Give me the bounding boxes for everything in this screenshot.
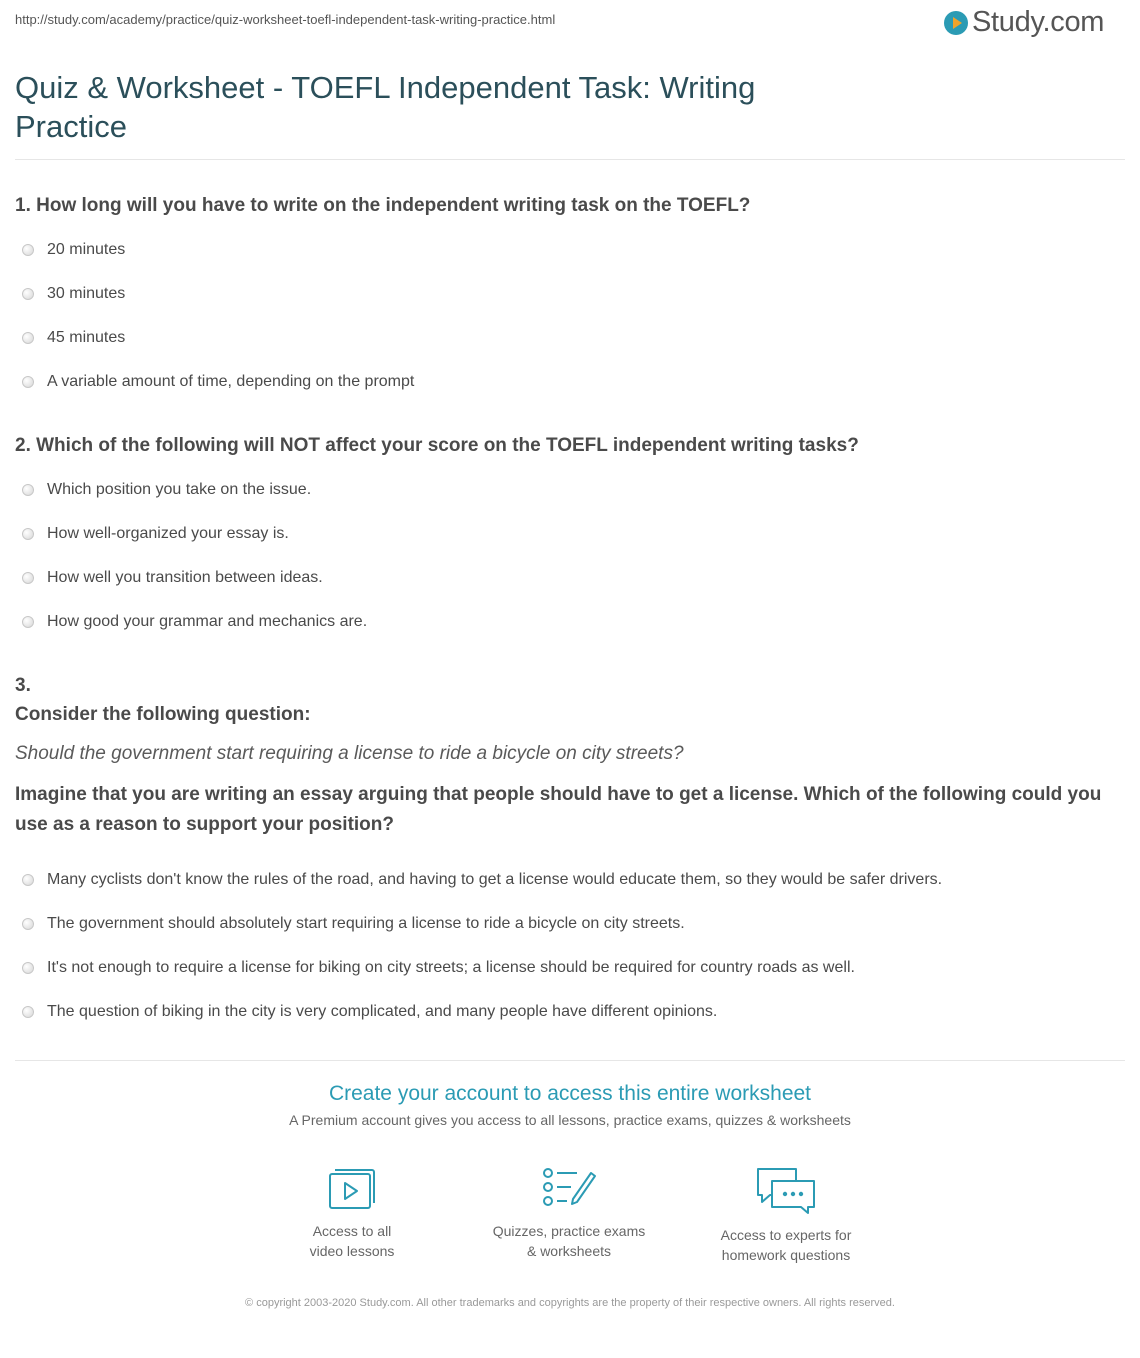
answer-option[interactable] bbox=[22, 569, 367, 613]
copyright-footer: © copyright 2003-2020 Study.com. All other trademarks and copyrights are the property of their respective owners. All rights reserved. bbox=[245, 1297, 895, 1309]
answer-text: It's not enough to require a license for biking on city streets; a license should be required for country roads as well. bbox=[47, 959, 855, 976]
question-3-title: Imagine that you are writing an essay arguing that people should have to get a license. Which of the following could you use as a reason to support your position? bbox=[15, 784, 1102, 835]
question-3-number: 3. bbox=[15, 675, 31, 696]
answer-text: A variable amount of time, depending on the prompt bbox=[47, 373, 415, 390]
answer-text: 30 minutes bbox=[47, 285, 126, 302]
radio-button[interactable] bbox=[22, 484, 34, 496]
answer-option[interactable] bbox=[22, 871, 942, 915]
answer-option[interactable] bbox=[22, 525, 367, 569]
feature-line: video lessons bbox=[309, 1243, 395, 1259]
question-3-prompt: Should the government start requiring a license to ride a bicycle on city streets? bbox=[15, 743, 684, 764]
answer-text: How well you transition between ideas. bbox=[47, 569, 323, 586]
radio-button[interactable] bbox=[22, 1006, 34, 1018]
answer-option[interactable] bbox=[22, 1003, 942, 1047]
header-divider bbox=[15, 159, 1125, 160]
answer-option[interactable] bbox=[22, 613, 367, 657]
answer-option[interactable] bbox=[22, 959, 942, 1003]
video-lessons-icon bbox=[326, 1165, 378, 1211]
question-3-options bbox=[22, 871, 942, 1047]
answer-text: Many cyclists don't know the rules of the road, and having to get a license would educate them, so they would be safer drivers. bbox=[47, 871, 943, 888]
answer-text: How good your grammar and mechanics are. bbox=[47, 613, 368, 630]
radio-button[interactable] bbox=[22, 244, 34, 256]
answer-option[interactable] bbox=[22, 373, 414, 417]
answer-text: The question of biking in the city is very complicated, and many people have different opinions. bbox=[47, 1003, 718, 1020]
study-logo[interactable] bbox=[944, 6, 1104, 39]
signup-cta bbox=[0, 1082, 1140, 1128]
radio-button[interactable] bbox=[22, 376, 34, 388]
chat-bubbles-icon bbox=[754, 1165, 818, 1215]
feature-line: Quizzes, practice exams bbox=[492, 1223, 646, 1239]
question-2-title: 2. Which of the following will NOT affect your score on the TOEFL independent writing tasks? bbox=[15, 435, 859, 456]
play-circle-icon bbox=[944, 11, 968, 35]
answer-text: The government should absolutely start requiring a license to ride a bicycle on city streets. bbox=[47, 915, 685, 932]
feature-line: Access to experts for bbox=[720, 1227, 852, 1243]
feature-video-lessons bbox=[252, 1165, 452, 1261]
answer-option[interactable] bbox=[22, 285, 414, 329]
radio-button[interactable] bbox=[22, 962, 34, 974]
feature-line: & worksheets bbox=[526, 1243, 612, 1259]
radio-button[interactable] bbox=[22, 288, 34, 300]
question-1-title: 1. How long will you have to write on the independent writing task on the TOEFL? bbox=[15, 195, 751, 216]
radio-button[interactable] bbox=[22, 918, 34, 930]
page-url: http://study.com/academy/practice/quiz-worksheet-toefl-independent-task-writing-practice.html bbox=[15, 12, 556, 27]
answer-text: 20 minutes bbox=[47, 241, 126, 258]
feature-experts bbox=[686, 1165, 886, 1265]
question-2-options bbox=[22, 481, 367, 657]
answer-text: 45 minutes bbox=[47, 329, 126, 346]
create-account-link[interactable]: Create your account to access this entire worksheet bbox=[328, 1082, 812, 1105]
feature-line: Access to all bbox=[312, 1223, 392, 1239]
radio-button[interactable] bbox=[22, 332, 34, 344]
cta-subtitle: A Premium account gives you access to all lessons, practice exams, quizzes & worksheets bbox=[289, 1112, 851, 1128]
page-title: Quiz & Worksheet - TOEFL Independent Task: Writing Practice bbox=[15, 70, 756, 144]
radio-button[interactable] bbox=[22, 572, 34, 584]
answer-option[interactable] bbox=[22, 241, 414, 285]
radio-button[interactable] bbox=[22, 616, 34, 628]
feature-quizzes bbox=[469, 1165, 669, 1261]
radio-button[interactable] bbox=[22, 874, 34, 886]
answer-option[interactable] bbox=[22, 915, 942, 959]
quiz-checklist-icon bbox=[541, 1165, 597, 1211]
question-1-options bbox=[22, 241, 414, 417]
logo-text: Study.com bbox=[972, 6, 1105, 38]
feature-line: homework questions bbox=[721, 1247, 851, 1263]
answer-text: Which position you take on the issue. bbox=[47, 481, 312, 498]
question-3-intro: Consider the following question: bbox=[15, 704, 311, 725]
answer-option[interactable] bbox=[22, 329, 414, 373]
radio-button[interactable] bbox=[22, 528, 34, 540]
answer-option[interactable] bbox=[22, 481, 367, 525]
content-divider bbox=[15, 1060, 1125, 1061]
answer-text: How well-organized your essay is. bbox=[47, 525, 289, 542]
